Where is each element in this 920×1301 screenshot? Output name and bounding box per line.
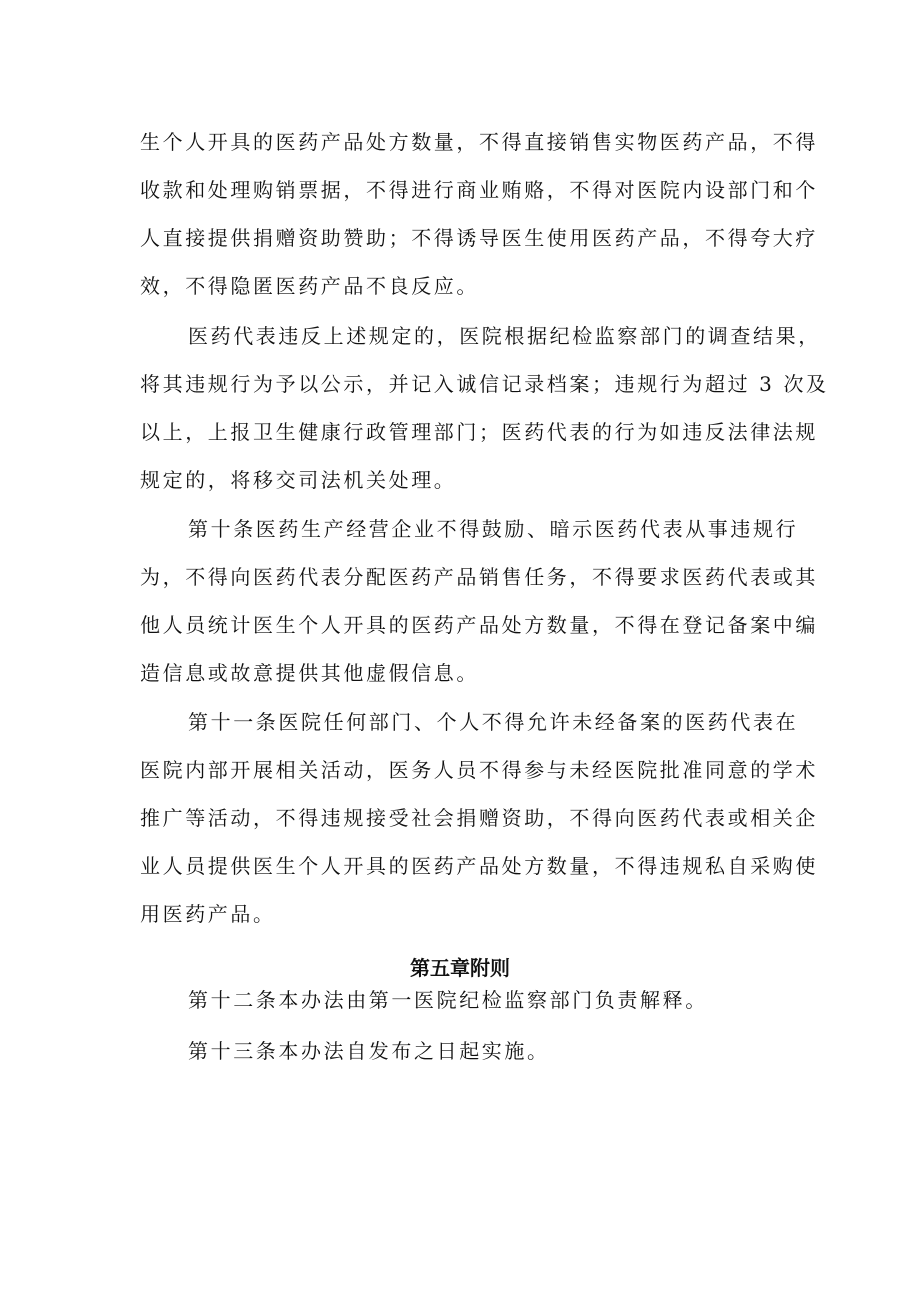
paragraph-1-line-2: 收款和处理购销票据，不得进行商业贿赂，不得对医院内设部门和个: [140, 178, 818, 202]
paragraph-1-line-1: 生个人开具的医药产品处方数量，不得直接销售实物医药产品，不得: [140, 130, 818, 154]
chapter-heading: 第五章附则: [410, 956, 510, 980]
paragraph-4-line-3: 推广等活动，不得违规接受社会捐赠资助，不得向医药代表或相关企: [140, 806, 818, 830]
paragraph-1-line-3: 人直接提供捐赠资助赞助；不得诱导医生使用医药产品，不得夸大疗: [140, 226, 818, 250]
paragraph-4-line-1: 第十一条医院任何部门、个人不得允许未经备案的医药代表在: [188, 710, 799, 734]
article-13: 第十三条本办法自发布之日起实施。: [188, 1039, 550, 1063]
paragraph-4-line-4: 业人员提供医生个人开具的医药产品处方数量，不得违规私自采购使: [140, 854, 818, 878]
paragraph-3-line-3: 他人员统计医生个人开具的医药产品处方数量，不得在登记备案中编: [140, 613, 818, 637]
paragraph-2-line-3: 以上，上报卫生健康行政管理部门；医药代表的行为如违反法律法规: [140, 420, 818, 444]
paragraph-3-line-4: 造信息或故意提供其他虚假信息。: [140, 661, 479, 685]
paragraph-3-line-2: 为，不得向医药代表分配医药产品销售任务，不得要求医药代表或其: [140, 565, 818, 589]
paragraph-2-line-4: 规定的，将移交司法机关处理。: [140, 468, 457, 492]
paragraph-4-line-2: 医院内部开展相关活动，医务人员不得参与未经医院批准同意的学术: [140, 758, 818, 782]
paragraph-4-line-5: 用医药产品。: [140, 902, 276, 926]
paragraph-2-line-2: 将其违规行为予以公示，并记入诚信记录档案；违规行为超过 3 次及: [140, 372, 829, 396]
paragraph-3-line-1: 第十条医药生产经营企业不得鼓励、暗示医药代表从事违规行: [188, 517, 799, 541]
article-12: 第十二条本办法由第一医院纪检监察部门负责解释。: [188, 988, 708, 1012]
paragraph-2-line-1: 医药代表违反上述规定的，医院根据纪检监察部门的调查结果，: [188, 324, 821, 348]
paragraph-1-line-4: 效，不得隐匿医药产品不良反应。: [140, 274, 479, 298]
